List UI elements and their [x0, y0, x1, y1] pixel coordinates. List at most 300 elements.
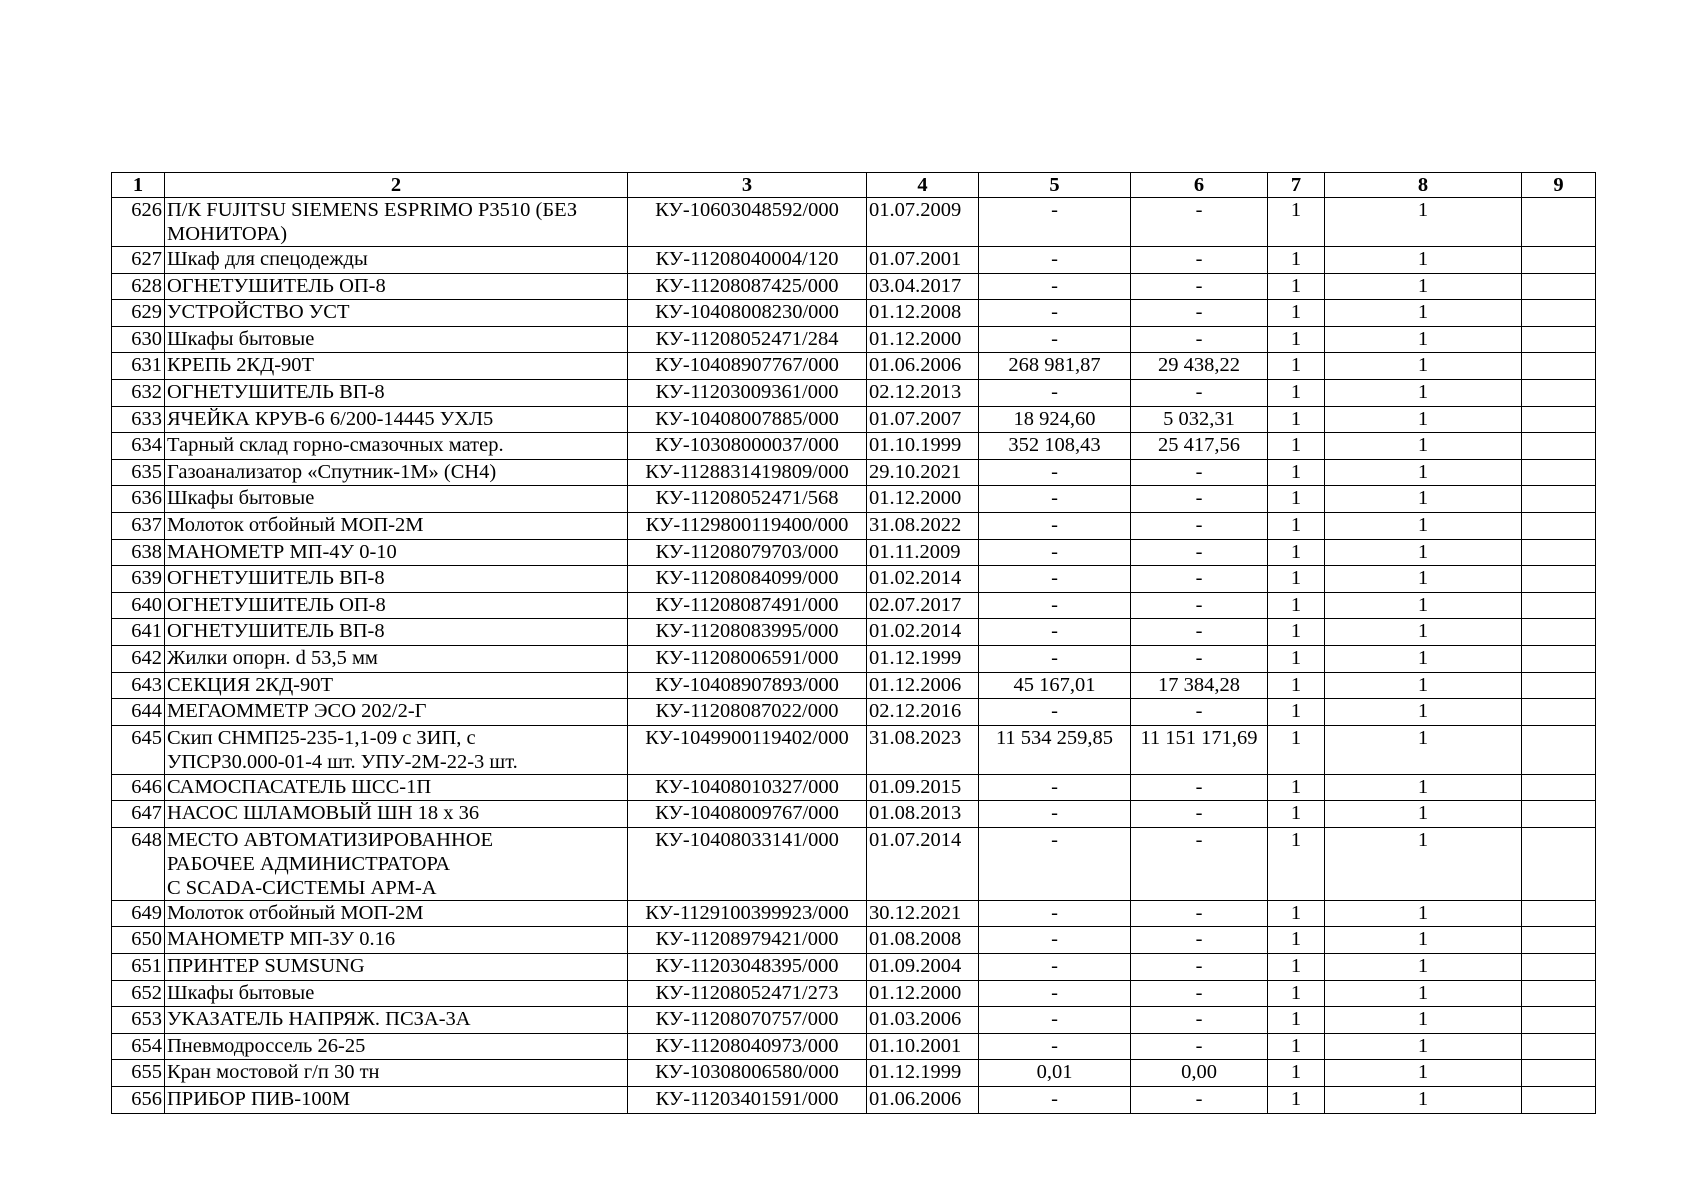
column-6-cell: - — [1131, 300, 1268, 327]
column-6-cell: - — [1131, 539, 1268, 566]
column-6-cell: - — [1131, 801, 1268, 828]
column-6-cell: 0,00 — [1131, 1060, 1268, 1087]
column-5-cell: - — [979, 486, 1131, 513]
date-cell: 31.08.2022 — [867, 512, 979, 539]
column-6-cell: - — [1131, 273, 1268, 300]
row-number-cell: 637 — [112, 512, 165, 539]
row-number-cell: 651 — [112, 954, 165, 981]
inventory-number-cell: КУ-10308000037/000 — [628, 433, 867, 460]
column-5-cell: - — [979, 827, 1131, 900]
column-5-cell: 0,01 — [979, 1060, 1131, 1087]
column-5-cell: - — [979, 300, 1131, 327]
item-name-cell: Шкафы бытовые — [165, 980, 628, 1007]
column-9-cell — [1522, 1087, 1596, 1114]
column-8-cell: 1 — [1325, 273, 1522, 300]
row-number-cell: 640 — [112, 592, 165, 619]
column-8-cell: 1 — [1325, 592, 1522, 619]
column-7-cell: 1 — [1268, 273, 1325, 300]
row-number-cell: 641 — [112, 619, 165, 646]
row-number-cell: 650 — [112, 927, 165, 954]
date-cell: 01.08.2008 — [867, 927, 979, 954]
column-8-cell: 1 — [1325, 406, 1522, 433]
row-number-cell: 648 — [112, 827, 165, 900]
date-cell: 01.07.2014 — [867, 827, 979, 900]
table-row — [112, 900, 1596, 927]
column-7-cell: 1 — [1268, 300, 1325, 327]
item-name-cell: УСТРОЙСТВО УСТ — [165, 300, 628, 327]
column-6-cell: 25 417,56 — [1131, 433, 1268, 460]
table-row — [112, 459, 1596, 486]
column-7-cell: 1 — [1268, 980, 1325, 1007]
header-cell: 6 — [1131, 173, 1268, 198]
date-cell: 01.07.2009 — [867, 198, 979, 247]
column-6-cell: - — [1131, 198, 1268, 247]
inventory-number-cell: КУ-1128831419809/000 — [628, 459, 867, 486]
header-cell: 5 — [979, 173, 1131, 198]
date-cell: 01.12.2008 — [867, 300, 979, 327]
column-9-cell — [1522, 645, 1596, 672]
column-8-cell: 1 — [1325, 486, 1522, 513]
column-9-cell — [1522, 539, 1596, 566]
column-5-cell: - — [979, 1087, 1131, 1114]
date-cell: 01.11.2009 — [867, 539, 979, 566]
inventory-number-cell: КУ-11208006591/000 — [628, 645, 867, 672]
column-9-cell — [1522, 1033, 1596, 1060]
column-8-cell: 1 — [1325, 900, 1522, 927]
column-8-cell: 1 — [1325, 927, 1522, 954]
column-6-cell: - — [1131, 699, 1268, 726]
inventory-number-cell: КУ-11208079703/000 — [628, 539, 867, 566]
column-6-cell: - — [1131, 379, 1268, 406]
table-row — [112, 379, 1596, 406]
row-number-cell: 631 — [112, 353, 165, 380]
table-row — [112, 774, 1596, 801]
table-row — [112, 512, 1596, 539]
inventory-number-cell: КУ-10408010327/000 — [628, 774, 867, 801]
row-number-cell: 639 — [112, 566, 165, 593]
date-cell: 01.12.2000 — [867, 326, 979, 353]
row-number-cell: 638 — [112, 539, 165, 566]
column-5-cell: - — [979, 980, 1131, 1007]
inventory-table — [111, 172, 1596, 1114]
column-7-cell: 1 — [1268, 774, 1325, 801]
row-number-cell: 635 — [112, 459, 165, 486]
column-7-cell: 1 — [1268, 512, 1325, 539]
column-7-cell: 1 — [1268, 566, 1325, 593]
row-number-cell: 626 — [112, 198, 165, 247]
table-row — [112, 353, 1596, 380]
column-9-cell — [1522, 954, 1596, 981]
item-name-cell: Шкаф для спецодежды — [165, 247, 628, 274]
column-6-cell: 5 032,31 — [1131, 406, 1268, 433]
column-9-cell — [1522, 512, 1596, 539]
item-name-cell: Газоанализатор «Спутник-1М» (СН4) — [165, 459, 628, 486]
item-name-cell: Кран мостовой г/п 30 тн — [165, 1060, 628, 1087]
column-8-cell: 1 — [1325, 1033, 1522, 1060]
column-9-cell — [1522, 433, 1596, 460]
column-5-cell: - — [979, 592, 1131, 619]
table-row — [112, 198, 1596, 247]
column-9-cell — [1522, 827, 1596, 900]
row-number-cell: 634 — [112, 433, 165, 460]
inventory-number-cell: КУ-10408009767/000 — [628, 801, 867, 828]
column-9-cell — [1522, 801, 1596, 828]
column-7-cell: 1 — [1268, 433, 1325, 460]
date-cell: 01.09.2015 — [867, 774, 979, 801]
date-cell: 01.12.2000 — [867, 486, 979, 513]
column-8-cell: 1 — [1325, 1007, 1522, 1034]
table-body — [112, 198, 1596, 1114]
date-cell: 01.10.1999 — [867, 433, 979, 460]
column-8-cell: 1 — [1325, 672, 1522, 699]
inventory-number-cell: КУ-10408007885/000 — [628, 406, 867, 433]
column-7-cell: 1 — [1268, 900, 1325, 927]
date-cell: 02.12.2013 — [867, 379, 979, 406]
inventory-number-cell: КУ-11208084099/000 — [628, 566, 867, 593]
item-name-cell: Жилки опорн. d 53,5 мм — [165, 645, 628, 672]
header-cell: 9 — [1522, 173, 1596, 198]
date-cell: 01.12.2006 — [867, 672, 979, 699]
table-row — [112, 827, 1596, 900]
row-number-cell: 652 — [112, 980, 165, 1007]
column-8-cell: 1 — [1325, 1060, 1522, 1087]
inventory-number-cell: КУ-11208040004/120 — [628, 247, 867, 274]
header-cell: 3 — [628, 173, 867, 198]
column-5-cell: - — [979, 379, 1131, 406]
row-number-cell: 645 — [112, 725, 165, 774]
column-7-cell: 1 — [1268, 592, 1325, 619]
column-9-cell — [1522, 406, 1596, 433]
column-9-cell — [1522, 486, 1596, 513]
column-9-cell — [1522, 1007, 1596, 1034]
row-number-cell: 636 — [112, 486, 165, 513]
table-row — [112, 273, 1596, 300]
inventory-number-cell: КУ-1049900119402/000 — [628, 725, 867, 774]
column-8-cell: 1 — [1325, 512, 1522, 539]
column-5-cell: 352 108,43 — [979, 433, 1131, 460]
date-cell: 01.07.2001 — [867, 247, 979, 274]
column-5-cell: 45 167,01 — [979, 672, 1131, 699]
column-8-cell: 1 — [1325, 300, 1522, 327]
inventory-number-cell: КУ-10603048592/000 — [628, 198, 867, 247]
column-7-cell: 1 — [1268, 801, 1325, 828]
column-5-cell: - — [979, 198, 1131, 247]
column-6-cell: - — [1131, 980, 1268, 1007]
column-9-cell — [1522, 198, 1596, 247]
item-name-cell: ОГНЕТУШИТЕЛЬ ОП-8 — [165, 592, 628, 619]
column-9-cell — [1522, 326, 1596, 353]
date-cell: 01.06.2006 — [867, 353, 979, 380]
column-7-cell: 1 — [1268, 247, 1325, 274]
column-6-cell: - — [1131, 566, 1268, 593]
date-cell: 31.08.2023 — [867, 725, 979, 774]
column-8-cell: 1 — [1325, 247, 1522, 274]
inventory-number-cell: КУ-11208052471/273 — [628, 980, 867, 1007]
column-8-cell: 1 — [1325, 801, 1522, 828]
column-8-cell: 1 — [1325, 326, 1522, 353]
item-name-cell: Молоток отбойный МОП-2М — [165, 512, 628, 539]
column-7-cell: 1 — [1268, 198, 1325, 247]
column-7-cell: 1 — [1268, 672, 1325, 699]
date-cell: 01.02.2014 — [867, 566, 979, 593]
inventory-number-cell: КУ-11208083995/000 — [628, 619, 867, 646]
inventory-number-cell: КУ-11203009361/000 — [628, 379, 867, 406]
inventory-number-cell: КУ-11208087425/000 — [628, 273, 867, 300]
date-cell: 29.10.2021 — [867, 459, 979, 486]
item-name-cell: САМОСПАСАТЕЛЬ ШСС-1П — [165, 774, 628, 801]
column-8-cell: 1 — [1325, 645, 1522, 672]
inventory-number-cell: КУ-11208052471/284 — [628, 326, 867, 353]
column-7-cell: 1 — [1268, 459, 1325, 486]
column-8-cell: 1 — [1325, 725, 1522, 774]
row-number-cell: 627 — [112, 247, 165, 274]
column-7-cell: 1 — [1268, 954, 1325, 981]
column-6-cell: 29 438,22 — [1131, 353, 1268, 380]
row-number-cell: 656 — [112, 1087, 165, 1114]
column-7-cell: 1 — [1268, 353, 1325, 380]
item-name-cell: П/К FUJITSU SIEMENS ESPRIMO P3510 (БЕЗ МОНИТОРА) — [165, 198, 628, 247]
column-8-cell: 1 — [1325, 459, 1522, 486]
date-cell: 01.12.2000 — [867, 980, 979, 1007]
column-7-cell: 1 — [1268, 406, 1325, 433]
date-cell: 01.06.2006 — [867, 1087, 979, 1114]
column-6-cell: - — [1131, 645, 1268, 672]
column-7-cell: 1 — [1268, 326, 1325, 353]
column-5-cell: - — [979, 247, 1131, 274]
inventory-number-cell: КУ-11208087022/000 — [628, 699, 867, 726]
column-7-cell: 1 — [1268, 1007, 1325, 1034]
column-5-cell: - — [979, 1033, 1131, 1060]
inventory-number-cell: КУ-10408008230/000 — [628, 300, 867, 327]
column-6-cell: - — [1131, 1007, 1268, 1034]
column-5-cell: 268 981,87 — [979, 353, 1131, 380]
column-6-cell: - — [1131, 774, 1268, 801]
column-6-cell: - — [1131, 1087, 1268, 1114]
row-number-cell: 632 — [112, 379, 165, 406]
column-5-cell: - — [979, 619, 1131, 646]
date-cell: 01.10.2001 — [867, 1033, 979, 1060]
table-row — [112, 672, 1596, 699]
column-9-cell — [1522, 566, 1596, 593]
column-7-cell: 1 — [1268, 927, 1325, 954]
column-6-cell: 11 151 171,69 — [1131, 725, 1268, 774]
column-7-cell: 1 — [1268, 1060, 1325, 1087]
column-8-cell: 1 — [1325, 539, 1522, 566]
date-cell: 02.07.2017 — [867, 592, 979, 619]
column-5-cell: - — [979, 699, 1131, 726]
inventory-number-cell: КУ-10408907767/000 — [628, 353, 867, 380]
table-row — [112, 954, 1596, 981]
column-8-cell: 1 — [1325, 433, 1522, 460]
column-5-cell: - — [979, 1007, 1131, 1034]
item-name-cell: Пневмодроссель 26-25 — [165, 1033, 628, 1060]
row-number-cell: 633 — [112, 406, 165, 433]
table-row — [112, 539, 1596, 566]
header-cell: 4 — [867, 173, 979, 198]
row-number-cell: 655 — [112, 1060, 165, 1087]
column-6-cell: - — [1131, 619, 1268, 646]
column-9-cell — [1522, 725, 1596, 774]
column-7-cell: 1 — [1268, 619, 1325, 646]
item-name-cell: НАСОС ШЛАМОВЫЙ ШН 18 х 36 — [165, 801, 628, 828]
date-cell: 02.12.2016 — [867, 699, 979, 726]
column-9-cell — [1522, 300, 1596, 327]
row-number-cell: 654 — [112, 1033, 165, 1060]
item-name-cell: ЯЧЕЙКА КРУВ-6 6/200-14445 УХЛ5 — [165, 406, 628, 433]
inventory-number-cell: КУ-11208087491/000 — [628, 592, 867, 619]
column-9-cell — [1522, 699, 1596, 726]
column-9-cell — [1522, 459, 1596, 486]
column-7-cell: 1 — [1268, 827, 1325, 900]
column-8-cell: 1 — [1325, 198, 1522, 247]
column-9-cell — [1522, 379, 1596, 406]
row-number-cell: 642 — [112, 645, 165, 672]
column-6-cell: - — [1131, 486, 1268, 513]
table-row — [112, 300, 1596, 327]
column-8-cell: 1 — [1325, 699, 1522, 726]
inventory-number-cell: КУ-11203048395/000 — [628, 954, 867, 981]
table-row — [112, 645, 1596, 672]
column-5-cell: 11 534 259,85 — [979, 725, 1131, 774]
item-name-cell: УКАЗАТЕЛЬ НАПРЯЖ. ПСЗА-3А — [165, 1007, 628, 1034]
column-9-cell — [1522, 619, 1596, 646]
column-7-cell: 1 — [1268, 486, 1325, 513]
row-number-cell: 646 — [112, 774, 165, 801]
table-row — [112, 980, 1596, 1007]
date-cell: 01.02.2014 — [867, 619, 979, 646]
header-cell: 7 — [1268, 173, 1325, 198]
inventory-number-cell: КУ-1129100399923/000 — [628, 900, 867, 927]
table-row — [112, 326, 1596, 353]
table-row — [112, 1060, 1596, 1087]
column-6-cell: - — [1131, 1033, 1268, 1060]
inventory-number-cell: КУ-11208979421/000 — [628, 927, 867, 954]
item-name-cell: Тарный склад горно-смазочных матер. — [165, 433, 628, 460]
date-cell: 01.03.2006 — [867, 1007, 979, 1034]
table-row — [112, 433, 1596, 460]
inventory-number-cell: КУ-11208040973/000 — [628, 1033, 867, 1060]
item-name-cell: Молоток отбойный МОП-2М — [165, 900, 628, 927]
row-number-cell: 653 — [112, 1007, 165, 1034]
header-cell: 8 — [1325, 173, 1522, 198]
column-5-cell: - — [979, 273, 1131, 300]
column-5-cell: - — [979, 539, 1131, 566]
item-name-cell: МЕСТО АВТОМАТИЗИРОВАННОЕ РАБОЧЕЕ АДМИНИСТРАТОРА С SCADA-СИСТЕМЫ АРМ-А — [165, 827, 628, 900]
date-cell: 01.12.1999 — [867, 1060, 979, 1087]
column-7-cell: 1 — [1268, 699, 1325, 726]
column-5-cell: - — [979, 801, 1131, 828]
date-cell: 01.07.2007 — [867, 406, 979, 433]
column-8-cell: 1 — [1325, 1087, 1522, 1114]
column-9-cell — [1522, 980, 1596, 1007]
date-cell: 01.12.1999 — [867, 645, 979, 672]
header-cell: 2 — [165, 173, 628, 198]
column-6-cell: - — [1131, 512, 1268, 539]
item-name-cell: ОГНЕТУШИТЕЛЬ ВП-8 — [165, 619, 628, 646]
column-9-cell — [1522, 353, 1596, 380]
column-6-cell: - — [1131, 900, 1268, 927]
column-8-cell: 1 — [1325, 566, 1522, 593]
column-5-cell: - — [979, 566, 1131, 593]
table-row — [112, 699, 1596, 726]
date-cell: 30.12.2021 — [867, 900, 979, 927]
header-cell: 1 — [112, 173, 165, 198]
column-8-cell: 1 — [1325, 954, 1522, 981]
table-row — [112, 927, 1596, 954]
column-8-cell: 1 — [1325, 980, 1522, 1007]
table-row — [112, 1007, 1596, 1034]
table-row — [112, 801, 1596, 828]
item-name-cell: МАНОМЕТР МП-4У 0-10 — [165, 539, 628, 566]
inventory-number-cell: КУ-1129800119400/000 — [628, 512, 867, 539]
column-9-cell — [1522, 774, 1596, 801]
date-cell: 03.04.2017 — [867, 273, 979, 300]
column-6-cell: - — [1131, 927, 1268, 954]
column-8-cell: 1 — [1325, 353, 1522, 380]
date-cell: 01.08.2013 — [867, 801, 979, 828]
column-6-cell: - — [1131, 954, 1268, 981]
item-name-cell: Шкафы бытовые — [165, 326, 628, 353]
inventory-number-cell: КУ-10408033141/000 — [628, 827, 867, 900]
table-row — [112, 566, 1596, 593]
item-name-cell: МАНОМЕТР МП-3У 0.16 — [165, 927, 628, 954]
column-9-cell — [1522, 592, 1596, 619]
column-7-cell: 1 — [1268, 379, 1325, 406]
column-5-cell: - — [979, 774, 1131, 801]
column-7-cell: 1 — [1268, 1087, 1325, 1114]
item-name-cell: КРЕПЬ 2КД-90Т — [165, 353, 628, 380]
column-5-cell: - — [979, 954, 1131, 981]
column-7-cell: 1 — [1268, 1033, 1325, 1060]
column-5-cell: - — [979, 645, 1131, 672]
table-row — [112, 1087, 1596, 1114]
inventory-number-cell: КУ-10408907893/000 — [628, 672, 867, 699]
column-7-cell: 1 — [1268, 725, 1325, 774]
table-row — [112, 725, 1596, 774]
table-row — [112, 486, 1596, 513]
inventory-number-cell: КУ-11208052471/568 — [628, 486, 867, 513]
column-5-cell: 18 924,60 — [979, 406, 1131, 433]
column-9-cell — [1522, 672, 1596, 699]
item-name-cell: ОГНЕТУШИТЕЛЬ ВП-8 — [165, 379, 628, 406]
column-6-cell: - — [1131, 592, 1268, 619]
column-9-cell — [1522, 273, 1596, 300]
column-6-cell: - — [1131, 326, 1268, 353]
column-8-cell: 1 — [1325, 379, 1522, 406]
item-name-cell: МЕГАОММЕТР ЭСО 202/2-Г — [165, 699, 628, 726]
item-name-cell: ОГНЕТУШИТЕЛЬ ОП-8 — [165, 273, 628, 300]
row-number-cell: 649 — [112, 900, 165, 927]
item-name-cell: Шкафы бытовые — [165, 486, 628, 513]
table-row — [112, 1033, 1596, 1060]
column-6-cell: - — [1131, 459, 1268, 486]
column-7-cell: 1 — [1268, 539, 1325, 566]
item-name-cell: ОГНЕТУШИТЕЛЬ ВП-8 — [165, 566, 628, 593]
inventory-number-cell: КУ-10308006580/000 — [628, 1060, 867, 1087]
column-5-cell: - — [979, 512, 1131, 539]
column-6-cell: 17 384,28 — [1131, 672, 1268, 699]
item-name-cell: ПРИБОР ПИВ-100М — [165, 1087, 628, 1114]
table-row — [112, 619, 1596, 646]
row-number-cell: 628 — [112, 273, 165, 300]
table-row — [112, 247, 1596, 274]
column-9-cell — [1522, 900, 1596, 927]
row-number-cell: 644 — [112, 699, 165, 726]
column-9-cell — [1522, 1060, 1596, 1087]
column-6-cell: - — [1131, 827, 1268, 900]
column-9-cell — [1522, 247, 1596, 274]
column-5-cell: - — [979, 326, 1131, 353]
